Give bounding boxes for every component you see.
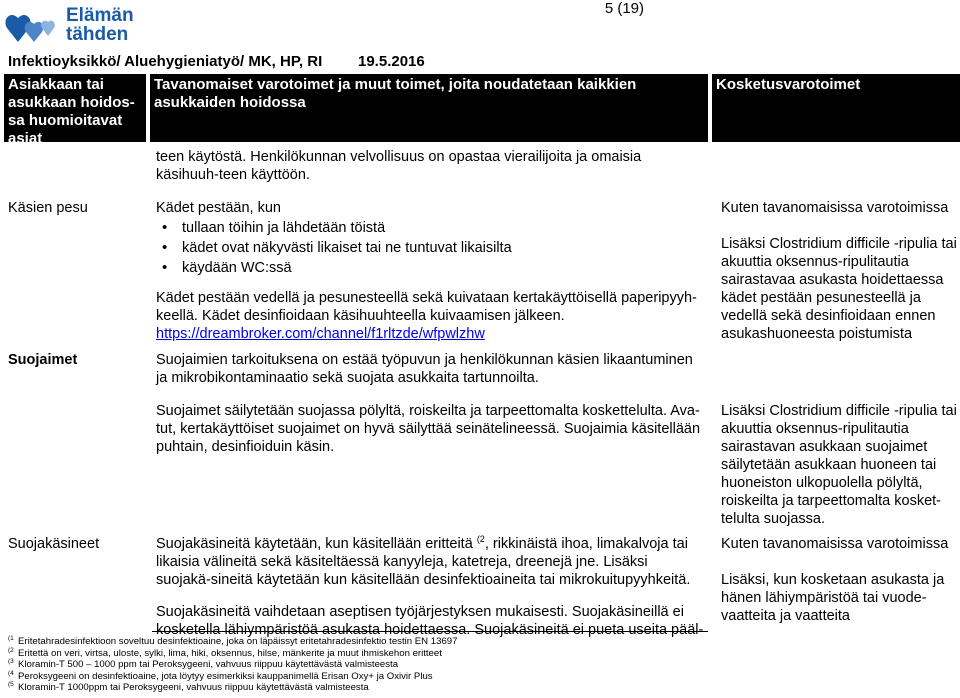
row-label-gloves: Suojakäsineet xyxy=(8,536,100,552)
page-number: 5 (19) xyxy=(604,0,644,17)
column-header-contact-precautions: Kosketusvarotoimet xyxy=(712,74,960,142)
column-header-patient-issues: Asiakkaan tai asukkaan hoidos-sa huomioitavat asiat xyxy=(4,74,146,142)
hand-wash-intro: Kädet pestään, kun xyxy=(156,200,281,216)
hand-wash-text: Kädet pestään vedellä ja pesunesteellä sekä kuivataan kertakäyttöisellä paperipyyh-keellä. Kädet desinfioidaan käsihuuhteella kuivaamisen jälkeen. xyxy=(156,290,697,324)
footnote xyxy=(8,671,457,683)
footnote xyxy=(8,636,457,648)
gloves-text-1 xyxy=(156,535,706,589)
hand-wash-contact-1: Kuten tavanomaisissa varotoimissa xyxy=(721,200,949,216)
column-header-standard-precautions: Tavanomaiset varotoimet ja muut toimet, joita noudatetaan kaikkien asukkaiden hoidossa xyxy=(150,74,708,142)
footnote-text: Peroksygeeni on desinfektioaine, jota löytyy esimerkiksi kauppanimellä Erisan Oxy+ ja Oxivir Plus xyxy=(18,670,433,682)
list-item: • kädet ovat näkyvästi likaiset tai ne tuntuvat likaisilta xyxy=(156,239,706,257)
document-subheader xyxy=(8,53,425,70)
footnote-mark: (3 xyxy=(8,658,14,665)
protective-gear-text-1: Suojaimien tarkoituksena on estää työpuvun ja henkilökunnan käsien likaantuminen ja mikrobikontaminaatio sekä suojata asukkaita tartunnoilta. xyxy=(156,352,693,386)
footnote-mark: (1 xyxy=(8,635,14,642)
footnote-text: Eritetahradesinfektioon soveltuu desinfektioaine, joka on läpäissyt eritetahradesinfektio testin EN 13697 xyxy=(18,636,458,647)
footnote xyxy=(8,682,457,694)
gloves-contact-2: Lisäksi, kun kosketaan asukasta ja hänen lähiympäristöä tai vuode-vaatteita ja vaatteita xyxy=(721,572,945,624)
footnote-mark: (4 xyxy=(8,669,14,677)
hand-wash-contact-2: Lisäksi Clostridium difficile -ripulia tai akuuttia oksennus-ripulitautia sairastavaa asukasta hoidettaessa kädet pestään pesunesteellä ja vedellä sekä desinfioidaan ennen asukashuoneesta poistumista xyxy=(721,236,957,342)
heart-logo-icon xyxy=(5,15,54,42)
protective-gear-contact: Lisäksi Clostridium difficile -ripulia tai akuuttia oksennus-ripulitautia sairastavan asukkaan suojaimet säilytetään asukkaan huoneen tai huoneiston ulkopuolella pölyltä, roiskeilta ja tarpeettomalta kosket-telulta suojassa. xyxy=(721,403,957,527)
footnotes xyxy=(8,636,457,694)
subheader-text: Infektioyksikkö/ Aluehygieniatyö/ MK, HP, RI xyxy=(8,53,323,70)
logo-line-2: tähden xyxy=(66,24,129,45)
hand-wash-contact xyxy=(721,199,957,343)
footnote-ref: (2 xyxy=(476,534,485,545)
footnote-text: Kloramin-T 500 – 1000 ppm tai Peroksygeeni, vahvuus riippuu käytettävästä valmisteesta xyxy=(18,659,399,670)
footnote-text: Eritettä on veri, virtsa, uloste, sylki, lima, hiki, oksennus, hilse, mänkerite ja muut ihmiskehon eritteet xyxy=(18,647,442,659)
gloves-text-1a: Suojakäsineitä käytetään, kun käsitellään eritteitä xyxy=(156,536,473,552)
row-label-hand-wash: Käsien pesu xyxy=(8,200,88,216)
logo-text xyxy=(66,6,134,44)
gloves-contact xyxy=(721,535,957,625)
footnote-mark: (5 xyxy=(8,681,14,688)
footnote-mark: (2 xyxy=(8,646,14,654)
hand-wash-content xyxy=(156,199,706,343)
row-label-protective-gear: Suojaimet xyxy=(8,352,78,368)
gloves-text-2: Suojakäsineitä vaihdetaan aseptisen työjärjestyksen mukaisesti. Suojakäsineillä ei kosketella lähiympäristöä asukasta hoidettaessa. Suojakäsineitä ei pueta useita pääl- xyxy=(156,604,704,638)
list-item: • tullaan töihin ja lähdetään töistä xyxy=(156,219,706,237)
continuation-text: teen käytöstä. Henkilökunnan velvollisuus on opastaa vierailijoita ja omaisia käsihuuh-teen käyttöön. xyxy=(156,149,642,183)
footnote xyxy=(8,659,457,671)
subheader-date: 19.5.2016 xyxy=(358,53,425,70)
footnote-text: Kloramin-T 1000ppm tai Peroksygeeni, vahvuus riippuu käytettävästä valmisteesta xyxy=(18,682,369,693)
gloves-contact-1: Kuten tavanomaisissa varotoimissa xyxy=(721,536,949,552)
hand-wash-bullet-list xyxy=(156,219,706,277)
logo-line-1: Elämän xyxy=(66,5,134,26)
footnote xyxy=(8,648,457,660)
dreambroker-video-link[interactable]: https://dreambroker.com/channel/f1rltzde/wfpwlzhw xyxy=(156,326,485,342)
list-item: • käydään WC:ssä xyxy=(156,259,706,277)
footnote-divider xyxy=(152,631,708,632)
gloves-text-1b: , rikkinäistä ihoa, limakalvoja tai likaisia välineitä sekä käsiteltäessä kanyyleja, katetreja, dreenejä jne. Lisäksi suojakä-sineitä käytetään kun käsitellään desinfektioaineita tai mikrokuitupyyhkeitä. xyxy=(156,536,691,588)
protective-gear-text-2: Suojaimet säilytetään suojassa pölyltä, roiskeilta ja tarpeettomalta koskettelulta. Ava-tut, kertakäyttöiset suojaimet on hyvä säilyttää seinätelineessä. Suojaimia käsitellään puhtain, desinfioiduin käsin. xyxy=(156,403,701,455)
